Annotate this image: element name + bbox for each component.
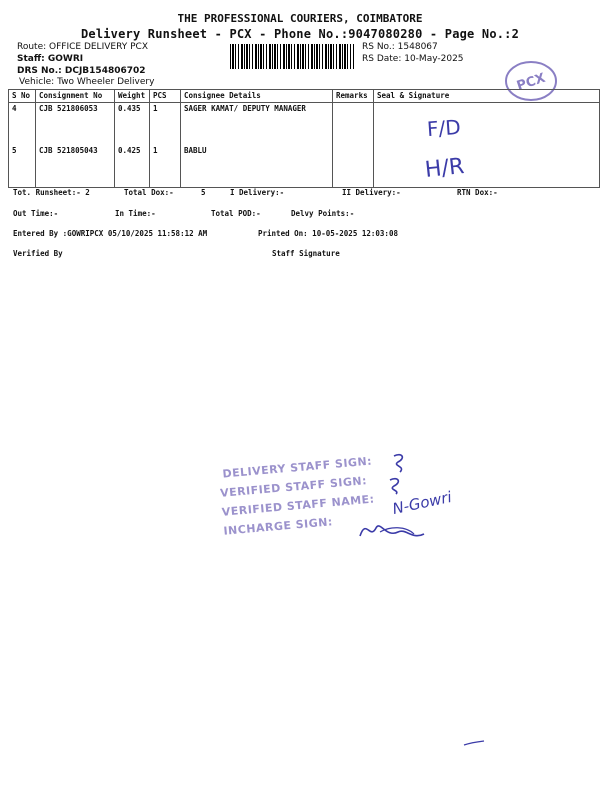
consignee-cell: BABLU (181, 145, 333, 188)
remarks-cell (333, 145, 374, 188)
rs-date: RS Date: 10-May-2025 (362, 54, 464, 64)
column-header: Consignment No (36, 90, 115, 103)
sno-cell: 4 (9, 103, 36, 146)
column-header: Remarks (333, 90, 374, 103)
remarks-cell (333, 103, 374, 146)
company-title: THE PROFESSIONAL COURIERS, COIMBATORE (177, 12, 423, 25)
verified-by: Verified By (13, 249, 63, 258)
pcx-stamp-text: PCX (515, 70, 548, 95)
table-header-row (9, 90, 600, 103)
rs-number: RS No.: 1548067 (362, 42, 438, 52)
handwritten-signature: H/R (423, 154, 466, 183)
verified-staff-sign: VERIFIED STAFF SIGN: (219, 474, 368, 500)
entered-by: Entered By :GOWRIPCX 05/10/2025 11:58:12 AM (13, 229, 208, 238)
drs-number: DRS No.: DCJB154806702 (17, 66, 146, 76)
pen-mark (462, 738, 486, 748)
total-dox-label: Total Dox:- (124, 188, 174, 197)
vehicle-label: Vehicle: Two Wheeler Delivery (19, 77, 155, 87)
runsheet-table (8, 89, 600, 188)
barcode-image (230, 44, 354, 69)
total-dox-value: 5 (201, 188, 206, 197)
signature-cell (374, 145, 600, 188)
in-time: In Time:- (115, 209, 156, 218)
delivery-staff-sign: DELIVERY STAFF SIGN: (221, 454, 373, 481)
incharge-sign: INCHARGE SIGN: (222, 515, 334, 538)
table-row (9, 145, 600, 188)
printed-on: Printed On: 10-05-2025 12:03:08 (258, 229, 398, 238)
column-header: Consignee Details (181, 90, 333, 103)
rtn-dox: RTN Dox:- (457, 188, 498, 197)
tot-runsheet: Tot. Runsheet:- 2 (13, 188, 90, 197)
delvy-points: Delvy Points:- (291, 209, 355, 218)
pcs-cell: 1 (150, 145, 181, 188)
weight-cell: 0.435 (115, 103, 150, 146)
consignment-cell: CJB 521805043 (36, 145, 115, 188)
staff-label: Staff: GOWRI (17, 54, 84, 64)
runsheet-title: Delivery Runsheet - PCX - Phone No.:9047080280 - Page No.:2 (80, 27, 520, 41)
signature-cell (374, 103, 600, 146)
weight-cell: 0.425 (115, 145, 150, 188)
staff-signature: Staff Signature (272, 249, 340, 258)
consignee-cell: SAGER KAMAT/ DEPUTY MANAGER (181, 103, 333, 146)
out-time: Out Time:- (13, 209, 59, 218)
handwritten-signature: F/D (426, 114, 462, 142)
ii-delivery: II Delivery:- (342, 188, 401, 197)
route-label: Route: OFFICE DELIVERY PCX (17, 42, 148, 52)
column-header: S No (9, 90, 36, 103)
pcs-cell: 1 (150, 103, 181, 146)
table-row (9, 103, 600, 146)
i-delivery: I Delivery:- (230, 188, 285, 197)
total-pod: Total POD:- (211, 209, 261, 218)
handwritten-staff-name: N-Gowri (390, 487, 454, 519)
column-header: Weight (115, 90, 150, 103)
consignment-cell: CJB 521806053 (36, 103, 115, 146)
column-header: PCS (150, 90, 181, 103)
column-header: Seal & Signature (374, 90, 600, 103)
verified-staff-name: VERIFIED STAFF NAME: (221, 492, 376, 519)
sno-cell: 5 (9, 145, 36, 188)
